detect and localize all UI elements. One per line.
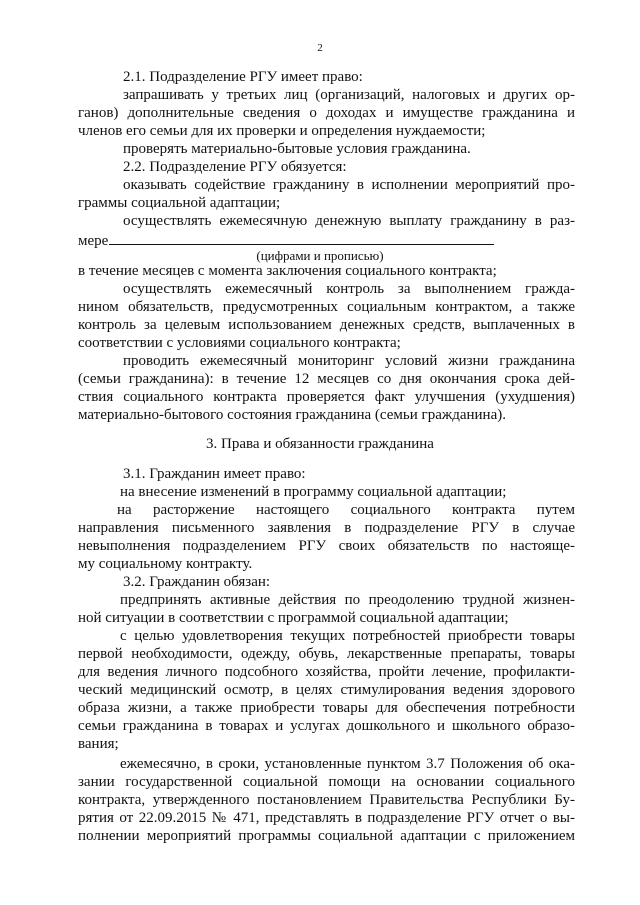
text-line: ганов) дополнительные сведения о доходах и имуществе гражданина и [78, 105, 575, 121]
text-line: запрашивать у третьих лиц (организаций, налоговых и других ор- [123, 87, 575, 103]
text-line: проводить ежемесячный мониторинг условий жизни гражданина [123, 353, 575, 369]
text-line: ежемесячно, в сроки, установленные пунктом 3.7 Положения об ока- [120, 756, 575, 772]
text-line: нином обязательств, предусмотренных социальным контрактом, а также [78, 299, 575, 315]
text-line: граммы социальной адаптации; [78, 195, 281, 211]
amount-caption: (цифрами и прописью) [256, 248, 384, 263]
text-line: ной ситуации в соответствии с программой социальной адаптации; [78, 610, 509, 626]
text-line: невыполнения подразделением РГУ своих обязательств по настояще- [78, 538, 575, 554]
text-line: рятия от 22.09.2015 № 471, представлять в подразделение РГУ отчет о вы- [78, 810, 575, 826]
text-line: му социальному контракту. [78, 556, 253, 572]
clause-3-1-heading: 3.1. Гражданин имеет право: [123, 466, 306, 482]
text-line: первой необходимости, одежду, обувь, лекарственные препараты, товары [78, 646, 575, 662]
clause-3-2-heading: 3.2. Гражданин обязан: [123, 574, 271, 590]
text-line: контракта, утвержденного постановлением Правительства Республики Бу- [78, 792, 575, 808]
text-line: для ведения личного подсобного хозяйства, пройти лечение, профилакти- [78, 664, 575, 680]
text-fragment: мере [78, 233, 109, 249]
page-number: 2 [317, 42, 323, 54]
text-line: семьи гражданина в товарах и услугах дошкольного и школьного образо- [78, 718, 575, 734]
text-line: проверять материально-бытовые условия гражданина. [123, 141, 471, 157]
section-3-heading: 3. Права и обязанности гражданина [206, 436, 434, 452]
clause-2-1-heading: 2.1. Подразделение РГУ имеет право: [123, 69, 363, 85]
text-line: в течение месяцев с момента заключения социального контракта; [78, 263, 497, 279]
text-line: ствия социального контракта проверяется факт улучшения (ухудшения) [78, 389, 575, 405]
clause-2-2-heading: 2.2. Подразделение РГУ обязуется: [123, 159, 347, 175]
text-line: зании государственной социальной помощи на основании социального [78, 774, 575, 790]
text-line: предпринять активные действия по преодолению трудной жизнен- [120, 592, 575, 608]
text-line: (семьи гражданина): в течение 12 месяцев со дня окончания срока дей- [78, 371, 575, 387]
text-line: с целью удовлетворения текущих потребностей приобрести товары [120, 628, 575, 644]
text-line: вания; [78, 736, 119, 752]
text-line: образа жизни, а также приобрести товары для обеспечения потребности [78, 700, 575, 716]
text-line: членов его семьи для их проверки и определения нуждаемости; [78, 123, 486, 139]
amount-blank [109, 231, 494, 245]
text-line: материально-бытового состояния гражданина (семьи гражданина). [78, 407, 506, 423]
text-line: на внесение изменений в программу социальной адаптации; [120, 484, 507, 500]
text-line: ческий медицинский осмотр, в целях стимулирования ведения здорового [78, 682, 575, 698]
text-line: контроль за целевым использованием денежных средств, выплаченных в [78, 317, 575, 333]
text-line [78, 846, 575, 863]
text-line: полнении мероприятий программы социальной адаптации с приложением [78, 828, 575, 844]
text-line: осуществлять ежемесячную денежную выплату гражданину в раз- [123, 213, 575, 229]
amount-line [78, 231, 494, 248]
text-line: оказывать содействие гражданину в исполнении мероприятий про- [123, 177, 575, 193]
text-line: на расторжение настоящего социального контракта путем [117, 502, 575, 518]
text-line: осуществлять ежемесячный контроль за выполнением гражда- [123, 281, 575, 297]
text-line: соответствии с условиями социального контракта; [78, 335, 401, 351]
text-line: направления письменного заявления в подразделение РГУ в случае [78, 520, 575, 536]
